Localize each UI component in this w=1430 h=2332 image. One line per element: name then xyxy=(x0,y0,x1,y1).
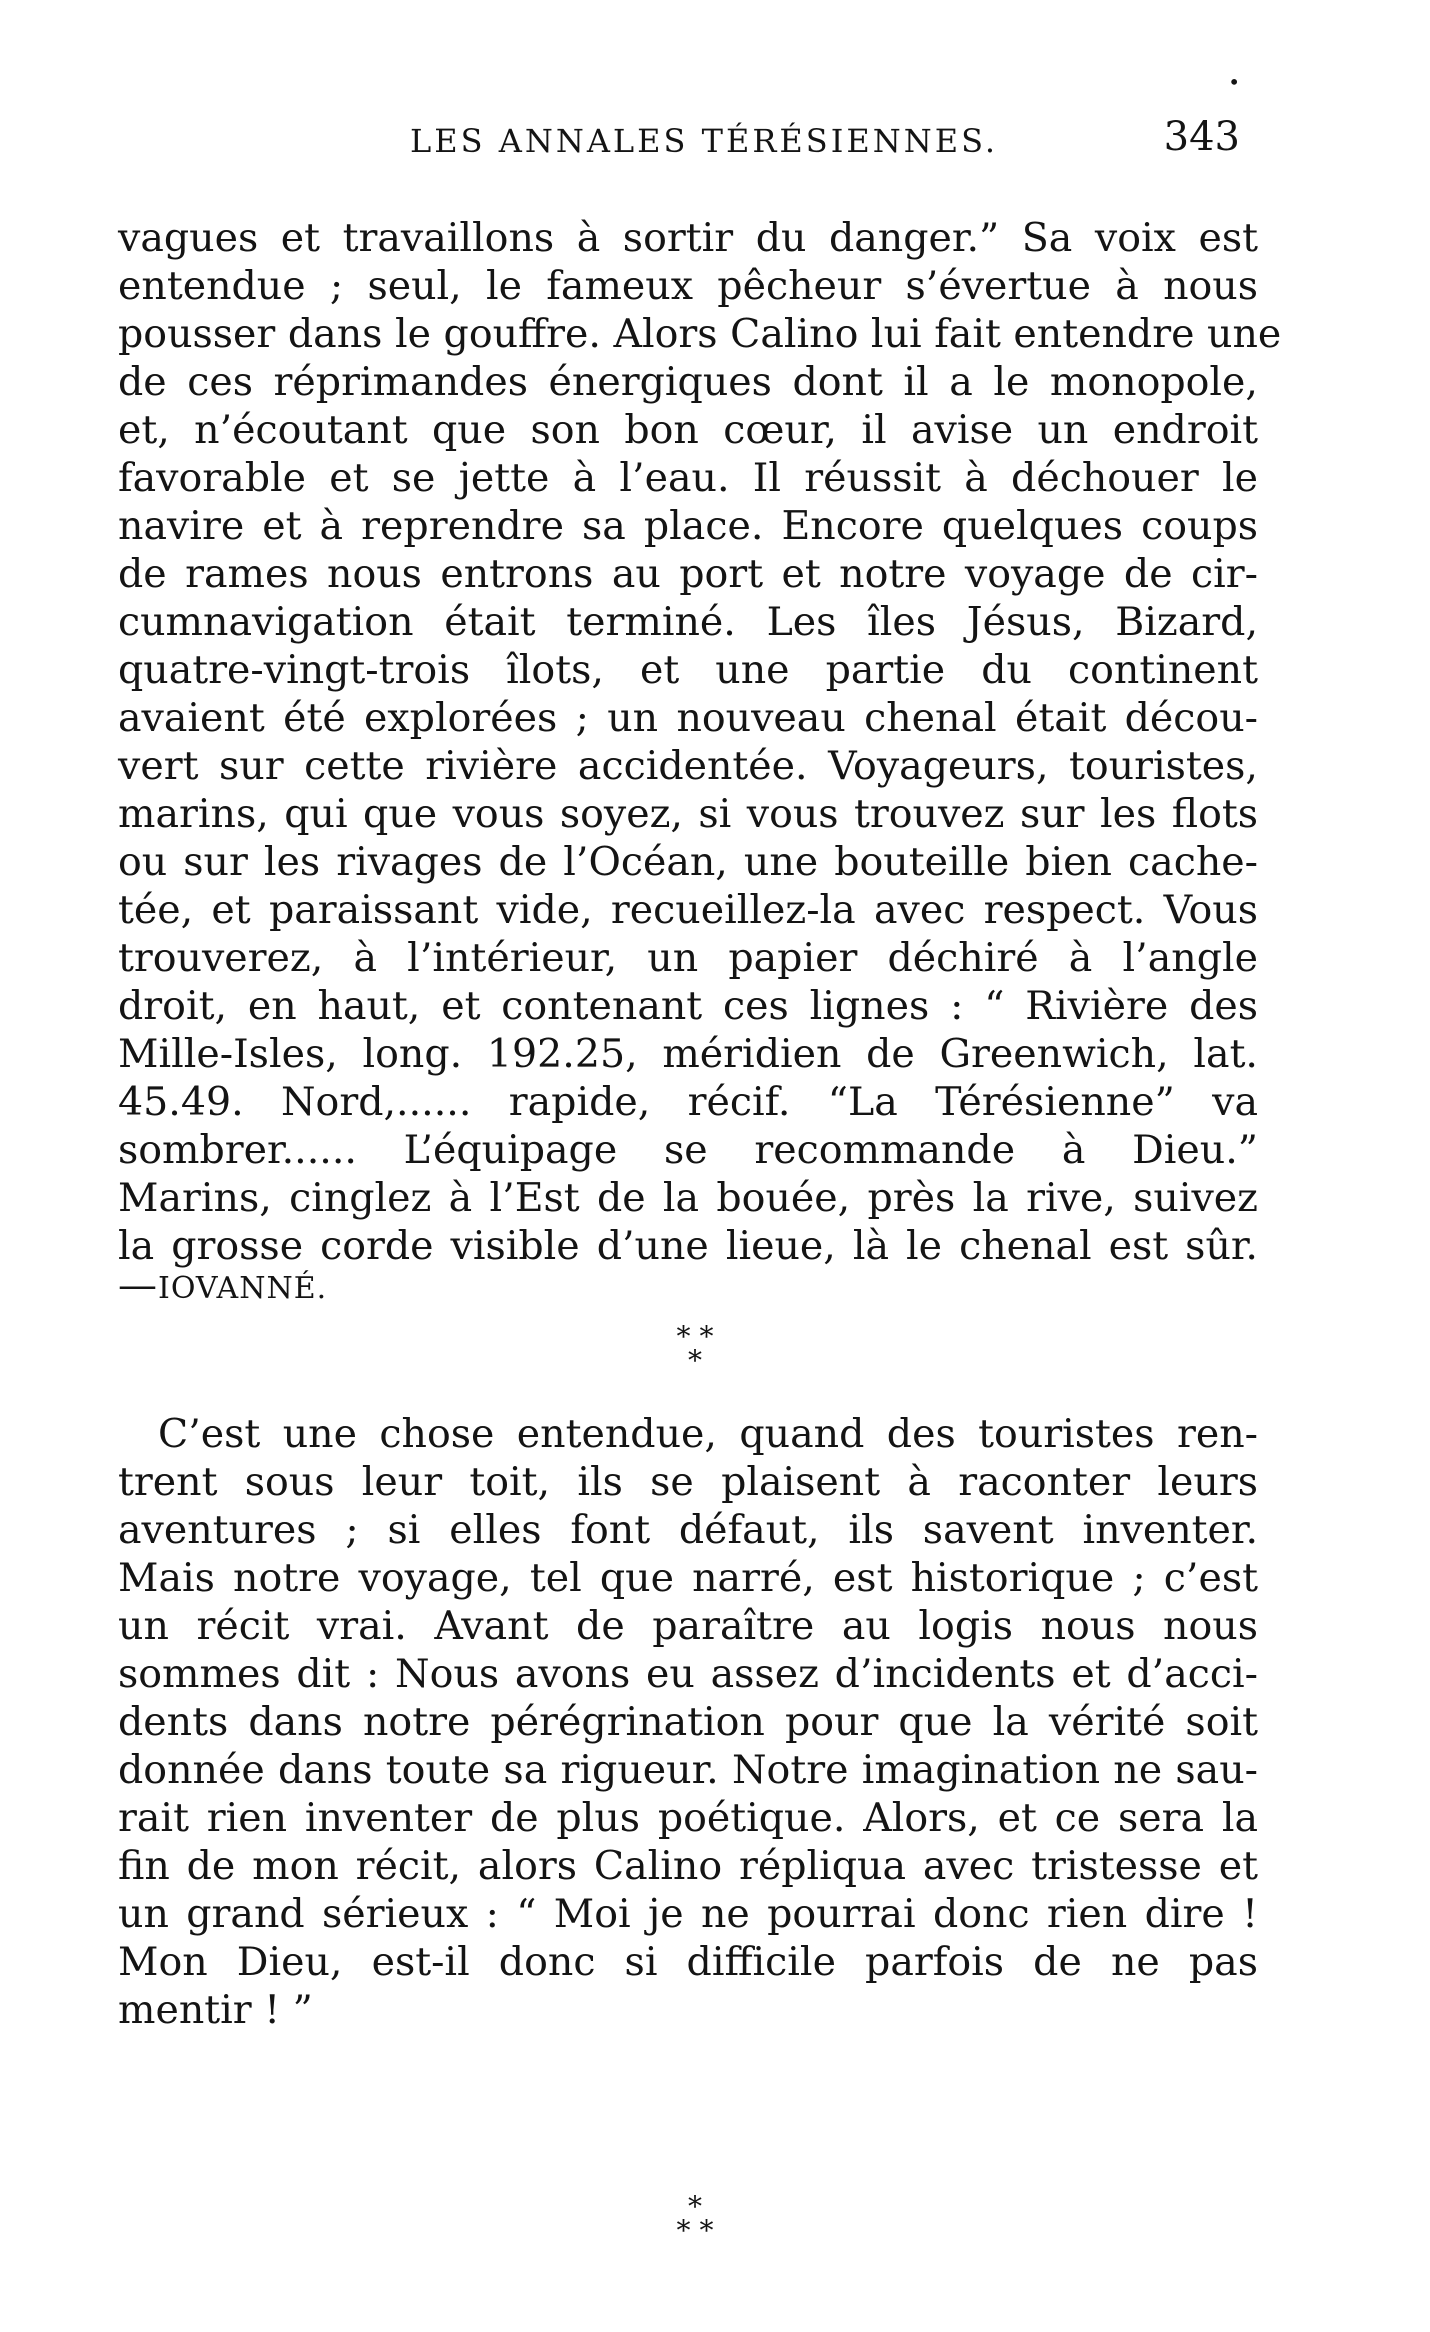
text-line: et, n’écoutant que son bon cœur, il avise un endroit xyxy=(118,407,1258,453)
text-line: marins, qui que vous soyez, si vous trouvez sur les flots xyxy=(118,791,1258,837)
text-line: favorable et se jette à l’eau. Il réussit à déchouer le xyxy=(118,455,1258,501)
text-line: sommes dit : Nous avons eu assez d’incidents et d’acci- xyxy=(118,1651,1258,1697)
asterism-top-row: * * xyxy=(676,1320,714,1353)
text-line: Mille-Isles, long. 192.25, méridien de Greenwich, lat. xyxy=(118,1031,1258,1077)
text-line: un récit vrai. Avant de paraître au logis nous nous xyxy=(118,1603,1258,1649)
end-asterism-top-row: * xyxy=(688,2190,702,2223)
text-line: mentir ! ” xyxy=(118,1987,313,2033)
page-number: 343 xyxy=(1163,114,1240,160)
asterism-bottom-row: * xyxy=(688,1344,702,1377)
text-line: un grand sérieux : “ Moi je ne pourrai donc rien dire ! xyxy=(118,1891,1258,1937)
text-line: donnée dans toute sa rigueur. Notre imagination ne sau- xyxy=(118,1747,1258,1793)
paragraph-1 xyxy=(118,214,1282,1270)
signature-dash: — xyxy=(118,1263,158,1308)
text-line: Mon Dieu, est-il donc si difficile parfois de ne pas xyxy=(118,1939,1258,1985)
text-line: navire et à reprendre sa place. Encore quelques coups xyxy=(118,503,1258,549)
running-title: LES ANNALES TÉRÉSIENNES. xyxy=(410,122,999,160)
end-asterism-bottom-row: * * xyxy=(676,2214,714,2247)
section-asterism xyxy=(650,1320,740,1377)
paragraph-2 xyxy=(118,1410,1258,2034)
text-line: quatre-vingt-trois îlots, et une partie du continent xyxy=(118,647,1258,693)
top-mark: • xyxy=(1228,70,1240,94)
text-line: aventures ; si elles font défaut, ils savent inventer. xyxy=(118,1507,1258,1553)
text-line: vagues et travaillons à sortir du danger.” Sa voix est xyxy=(118,215,1258,261)
text-line: vert sur cette rivière accidentée. Voyageurs, touristes, xyxy=(118,743,1258,789)
text-line: entendue ; seul, le fameux pêcheur s’évertue à nous xyxy=(118,263,1258,309)
text-line: sombrer...... L’équipage se recommande à Dieu.” xyxy=(118,1127,1258,1173)
text-line: de rames nous entrons au port et notre voyage de cir- xyxy=(118,551,1258,597)
author-signature xyxy=(118,1262,327,1313)
text-line: ou sur les rivages de l’Océan, une bouteille bien cache- xyxy=(118,839,1258,885)
text-line: cumnavigation était terminé. Les îles Jésus, Bizard, xyxy=(118,599,1258,645)
text-line: de ces réprimandes énergiques dont il a le monopole, xyxy=(118,359,1258,405)
text-line: Mais notre voyage, tel que narré, est historique ; c’est xyxy=(118,1555,1258,1601)
text-line: Marins, cinglez à l’Est de la bouée, près la rive, suivez xyxy=(118,1175,1258,1221)
text-line: fin de mon récit, alors Calino répliqua avec tristesse et xyxy=(118,1843,1258,1889)
signature-name: IOVANNÉ. xyxy=(158,1271,328,1306)
text-line: dents dans notre pérégrination pour que la vérité soit xyxy=(118,1699,1258,1745)
text-line: la grosse corde visible d’une lieue, là le chenal est sûr. xyxy=(118,1223,1258,1269)
text-line: pousser dans le gouffre. Alors Calino lui fait entendre une xyxy=(118,311,1282,357)
text-line: rait rien inventer de plus poétique. Alors, et ce sera la xyxy=(118,1795,1258,1841)
text-line: 45.49. Nord,...... rapide, récif. “La Térésienne” va xyxy=(118,1079,1258,1125)
text-line: droit, en haut, et contenant ces lignes : “ Rivière des xyxy=(118,983,1258,1029)
text-line: trouverez, à l’intérieur, un papier déchiré à l’angle xyxy=(118,935,1258,981)
text-line: tée, et paraissant vide, recueillez-la avec respect. Vous xyxy=(118,887,1258,933)
text-line: avaient été explorées ; un nouveau chenal était décou- xyxy=(118,695,1258,741)
end-asterism xyxy=(650,2190,740,2247)
text-line: trent sous leur toit, ils se plaisent à raconter leurs xyxy=(118,1459,1258,1505)
text-line: C’est une chose entendue, quand des touristes ren- xyxy=(158,1411,1258,1457)
